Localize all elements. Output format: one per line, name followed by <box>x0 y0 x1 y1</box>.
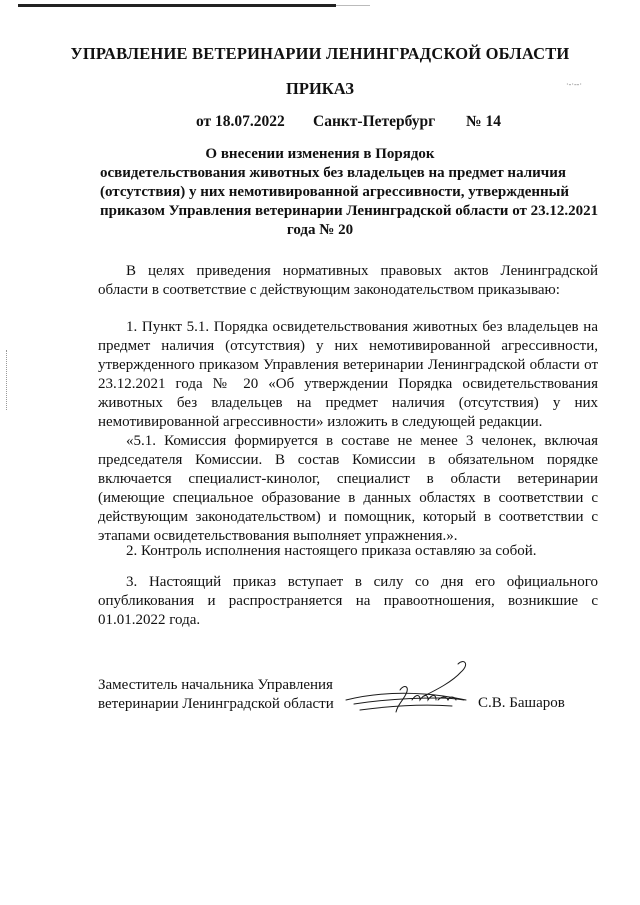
document-date: от 18.07.2022 <box>196 113 285 130</box>
document-type: ПРИКАЗ <box>286 79 354 98</box>
scan-top-rule-faint <box>336 5 370 6</box>
subject-line: О внесении изменения в Порядок <box>205 146 435 162</box>
item-1-block <box>98 318 598 546</box>
item-1-quote-paragraph: «5.1. Комиссия формируется в составе не менее 3 челонек, включая председателя Комиссии. В состав Комиссии в обязательном порядке включается специалист-кинолог, специалист в области ветеринарии (имеющие специальное образование в данных областях в соответствии с действующим законодательством) и помощник, который в соответствии с этапами освидетельствования выполняет упражнения.». <box>98 433 598 544</box>
scan-top-rule <box>18 4 336 7</box>
document-number: № 14 <box>466 113 501 130</box>
subject-line: (отсутствия) у них немотивированной агрессивности, утвержденный <box>100 184 569 200</box>
item-3-paragraph: 3. Настоящий приказ вступает в силу со дня его официального опубликования и распространяется на правоотношения, возникшие с 01.01.2022 года. <box>98 574 598 628</box>
document-subject <box>100 145 599 240</box>
signer-name: С.В. Башаров <box>478 695 565 711</box>
scan-edge-mark <box>6 350 8 410</box>
signer-position-line: ветеринарии Ленинградской области <box>98 696 334 712</box>
subject-line: приказом Управления ветеринарии Ленинградской области от 23.12.2021 <box>100 203 599 219</box>
item-2-paragraph: 2. Контроль исполнения настоящего приказа оставляю за собой. <box>126 543 537 559</box>
item-1-paragraph: 1. Пункт 5.1. Порядка освидетельствования животных без владельцев на предмет наличия (отсутствия) у них немотивированной агрессивности, утвержденного приказом Управления ветеринарии Ленинградской области от 23.12.2021 года № 20 «Об утверждении Порядка освидетельствования животных без владельцев на предмет наличия (отсутствия) у них немотивированной агрессивности» изложить в следующей редакции. <box>98 319 598 430</box>
subject-line: года № 20 <box>286 222 354 238</box>
preamble-paragraph: В целях приведения нормативных правовых актов Ленинградской области в соответствие с действующим законодательством приказываю: <box>98 263 598 298</box>
scan-corner-mark: ·‐·‐‐· <box>566 80 582 89</box>
signer-position-line: Заместитель начальника Управления <box>98 677 333 693</box>
signer-position <box>98 676 334 714</box>
handwritten-signature <box>340 656 480 718</box>
subject-line: освидетельствования животных без владельцев на предмет наличия <box>100 165 566 181</box>
document-city: Санкт-Петербург <box>313 113 436 130</box>
organization-title: УПРАВЛЕНИЕ ВЕТЕРИНАРИИ ЛЕНИНГРАДСКОЙ ОБЛАСТИ <box>70 44 570 63</box>
